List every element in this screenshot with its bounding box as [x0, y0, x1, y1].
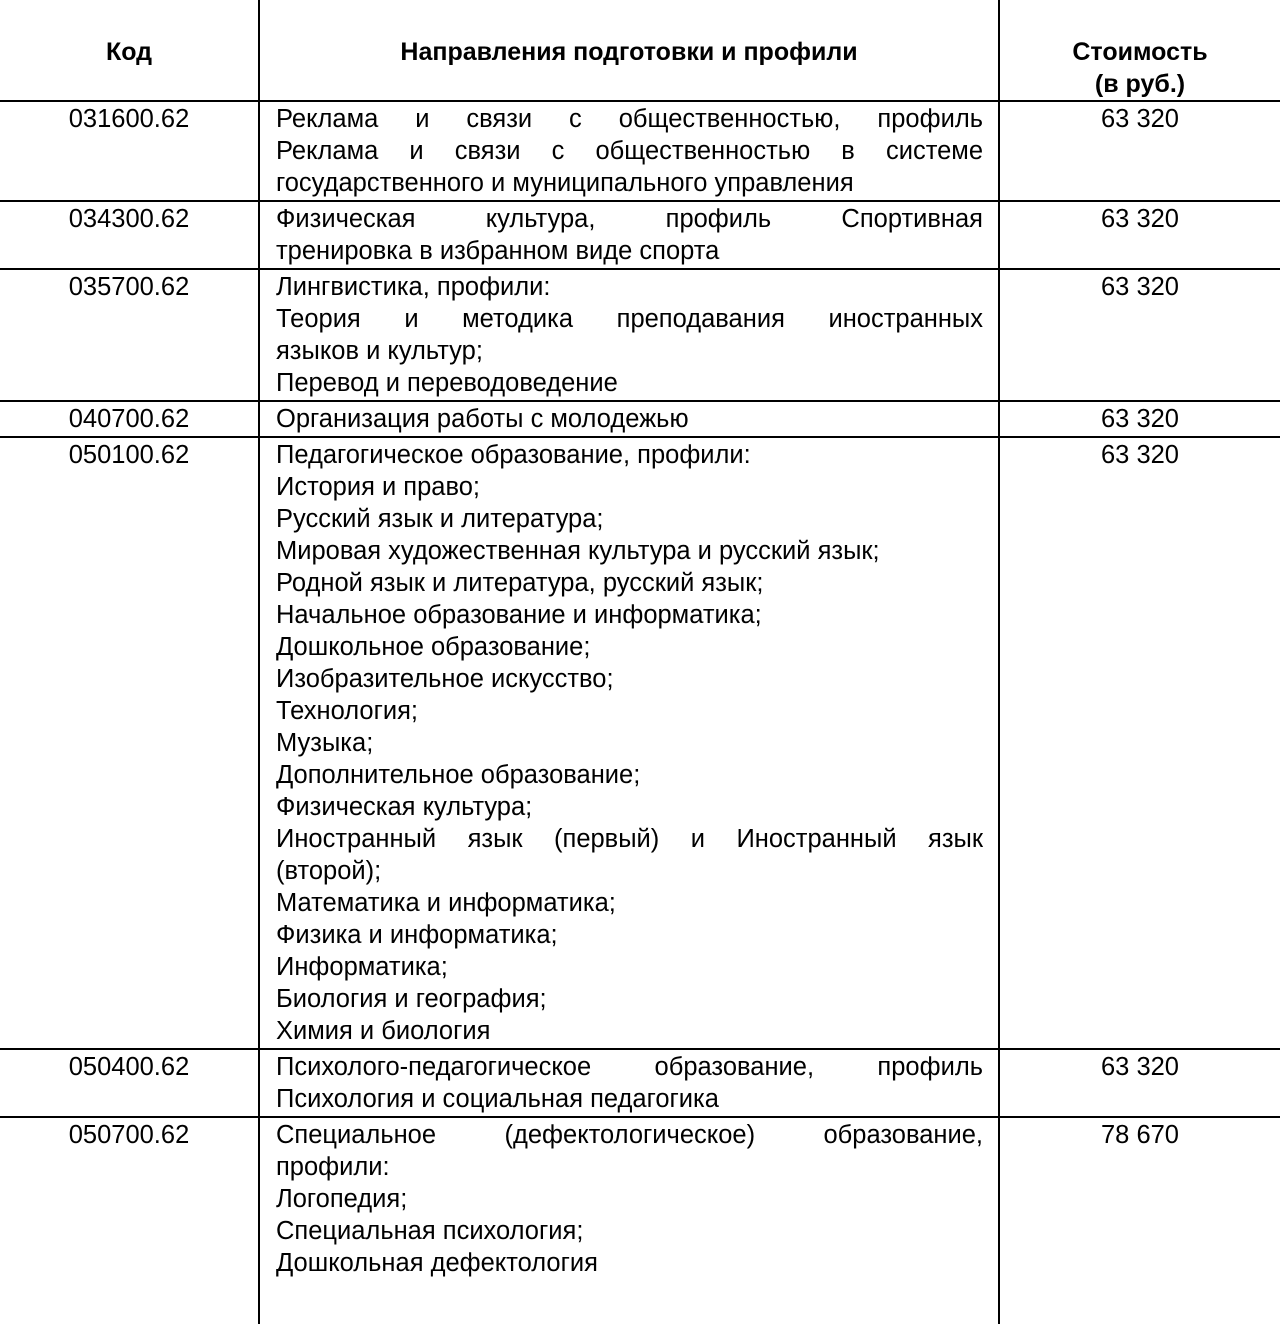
table-row: [0, 401, 1280, 437]
direction-line: Технология;: [276, 697, 419, 725]
direction-line: Специальная психология;: [276, 1217, 584, 1245]
table-body: [0, 101, 1280, 1324]
cell-cost: 63 320: [999, 401, 1280, 437]
direction-line: Математика и информатика;: [276, 889, 616, 917]
cell-code: 034300.62: [0, 201, 259, 269]
direction-line: Биология и география;: [276, 985, 547, 1013]
direction-line: профили:: [276, 1153, 390, 1181]
direction-line: Психолого-педагогическое образование, профиль: [276, 1053, 983, 1081]
header-code: Код: [0, 0, 259, 101]
direction-line: языков и культур;: [276, 337, 483, 365]
cell-cost: 63 320: [999, 201, 1280, 269]
cell-code: 035700.62: [0, 269, 259, 401]
direction-line: Теория и методика преподавания иностранных: [276, 305, 983, 333]
cell-code: 050400.62: [0, 1049, 259, 1117]
direction-line: Психология и социальная педагогика: [276, 1085, 719, 1113]
cell-direction: [259, 437, 999, 1049]
direction-line: Информатика;: [276, 953, 448, 981]
direction-line: Русский язык и литература;: [276, 505, 604, 533]
direction-line: Дошкольное образование;: [276, 633, 591, 661]
cell-cost: 63 320: [999, 1049, 1280, 1117]
cell-direction: [259, 1117, 999, 1324]
cell-direction: [259, 1049, 999, 1117]
direction-line: Специальное (дефектологическое) образование,: [276, 1121, 983, 1149]
direction-line: Дошкольная дефектология: [276, 1249, 598, 1277]
direction-line: Физика и информатика;: [276, 921, 558, 949]
direction-line: Перевод и переводоведение: [276, 369, 618, 397]
direction-line: Педагогическое образование, профили:: [276, 441, 751, 469]
direction-line: Логопедия;: [276, 1185, 408, 1213]
direction-line: Организация работы с молодежью: [276, 405, 689, 433]
table-row: [0, 1117, 1280, 1324]
direction-line: История и право;: [276, 473, 480, 501]
direction-line: государственного и муниципального управления: [276, 169, 854, 197]
cell-cost: 63 320: [999, 269, 1280, 401]
cell-code: 040700.62: [0, 401, 259, 437]
cell-code: 050100.62: [0, 437, 259, 1049]
direction-line: Дополнительное образование;: [276, 761, 641, 789]
cell-cost: 63 320: [999, 437, 1280, 1049]
direction-line: Физическая культура, профиль Спортивная: [276, 205, 983, 233]
cell-code: 031600.62: [0, 101, 259, 201]
table-row: [0, 1049, 1280, 1117]
direction-line: Мировая художественная культура и русский язык;: [276, 537, 880, 565]
cell-cost: 63 320: [999, 101, 1280, 201]
cell-direction: [259, 201, 999, 269]
direction-line: Реклама и связи с общественностью в системе: [276, 137, 983, 165]
direction-line: Химия и биология: [276, 1017, 491, 1045]
header-direction: Направления подготовки и профили: [259, 0, 999, 101]
cell-cost: 78 670: [999, 1117, 1280, 1324]
table-header: [0, 0, 1280, 101]
direction-line: Музыка;: [276, 729, 374, 757]
direction-line: Физическая культура;: [276, 793, 533, 821]
direction-line: тренировка в избранном виде спорта: [276, 237, 720, 265]
cell-direction: [259, 101, 999, 201]
header-cost-line2: (в руб.): [1094, 70, 1186, 98]
direction-line: Реклама и связи с общественностью, профиль: [276, 105, 983, 133]
header-cost-line1: Стоимость: [1072, 38, 1208, 66]
table-row: [0, 269, 1280, 401]
table-row: [0, 201, 1280, 269]
direction-line: Начальное образование и информатика;: [276, 601, 762, 629]
header-cost: [999, 0, 1280, 101]
direction-line: Лингвистика, профили:: [276, 273, 551, 301]
direction-line: Иностранный язык (первый) и Иностранный язык: [276, 825, 983, 853]
direction-line: Изобразительное искусство;: [276, 665, 614, 693]
table-row: [0, 101, 1280, 201]
cell-direction: [259, 269, 999, 401]
direction-line: (второй);: [276, 857, 382, 885]
cell-code: 050700.62: [0, 1117, 259, 1324]
table-row: [0, 437, 1280, 1049]
direction-line: Родной язык и литература, русский язык;: [276, 569, 764, 597]
cell-direction: [259, 401, 999, 437]
